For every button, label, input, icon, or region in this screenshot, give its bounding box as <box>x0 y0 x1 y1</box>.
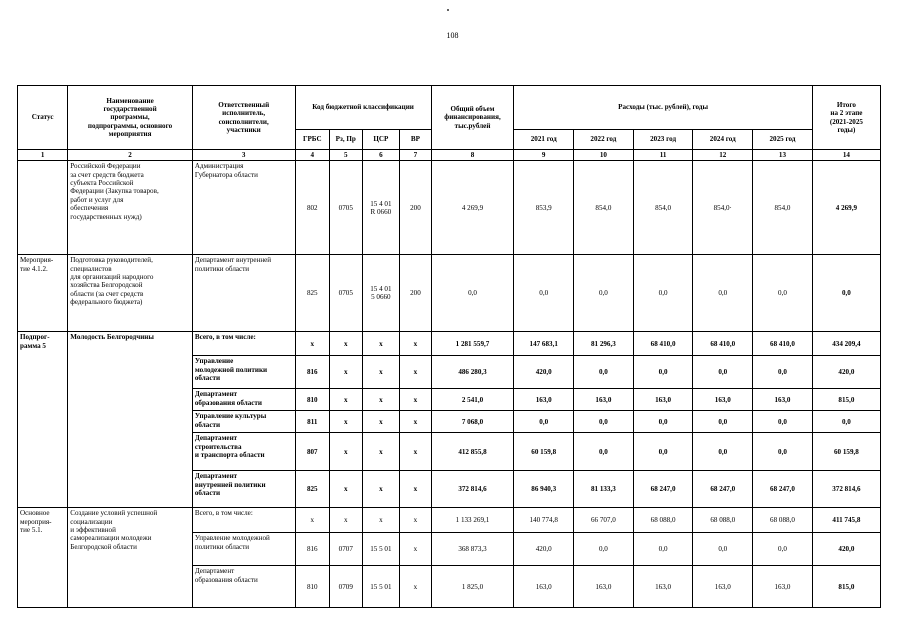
cell-executor: Департамент образования области <box>192 389 295 411</box>
cell-stage-total: 815,0 <box>812 389 880 411</box>
cell-2022: 0,0 <box>574 255 634 332</box>
cell-rzpr: х <box>330 411 362 433</box>
cell-status: Подпрог- рамма 5 <box>18 332 68 508</box>
cell-csr: х <box>362 433 400 471</box>
cell-csr: 15 4 01 R 0660 <box>362 161 400 255</box>
cell-2021: 163,0 <box>514 566 574 608</box>
cell-2023: 854,0 <box>633 161 693 255</box>
column-number: 1 <box>18 150 68 161</box>
cell-2022: 0,0 <box>574 433 634 471</box>
cell-rzpr: х <box>330 356 362 389</box>
page-number: 108 <box>446 31 459 40</box>
cell-2025: 0,0 <box>753 356 813 389</box>
cell-2022: 81 296,3 <box>574 332 634 356</box>
cell-2021: 140 774,8 <box>514 508 574 533</box>
cell-executor: Администрация Губернатора области <box>192 161 295 255</box>
header-stage-total: Итого на 2 этапе (2021-2025 годы) <box>812 86 880 150</box>
cell-2024: 68 088,0 <box>693 508 753 533</box>
cell-name: Подготовка руководителей, специалистов для организаций народного хозяйства Белгородской области (за счет средств федерального бюджета) <box>68 255 193 332</box>
cell-executor: Всего, в том числе: <box>192 332 295 356</box>
cell-2022: 163,0 <box>574 389 634 411</box>
cell-2024: 163,0 <box>693 566 753 608</box>
cell-2022: 0,0 <box>574 411 634 433</box>
cell-2025: 0,0 <box>753 533 813 566</box>
cell-executor: Департамент строительства и транспорта области <box>192 433 295 471</box>
cell-rzpr: х <box>330 433 362 471</box>
cell-2021: 163,0 <box>514 389 574 411</box>
cell-stage-total: 420,0 <box>812 356 880 389</box>
cell-rzpr: х <box>330 332 362 356</box>
cell-csr: 15 5 01 <box>362 533 400 566</box>
cell-2021: 60 159,8 <box>514 433 574 471</box>
cell-grbs: х <box>295 508 330 533</box>
cell-2024: 0,0 <box>693 255 753 332</box>
cell-2023: 0,0 <box>633 433 693 471</box>
cell-csr: х <box>362 356 400 389</box>
cell-executor: Департамент внутренней политики области <box>192 471 295 508</box>
cell-executor: Департамент образования области <box>192 566 295 608</box>
cell-2025: 163,0 <box>753 566 813 608</box>
header-csr: ЦСР <box>362 130 400 150</box>
header-budget-code: Код бюджетной классификации <box>295 86 431 130</box>
cell-grbs: 825 <box>295 471 330 508</box>
scan-speck <box>447 9 449 11</box>
cell-stage-total: 815,0 <box>812 566 880 608</box>
cell-vr: х <box>400 389 431 411</box>
cell-2023: 68 410,0 <box>633 332 693 356</box>
cell-grbs: 816 <box>295 356 330 389</box>
cell-stage-total: 372 814,6 <box>812 471 880 508</box>
cell-2022: 0,0 <box>574 356 634 389</box>
cell-2025: 68 088,0 <box>753 508 813 533</box>
cell-vr: х <box>400 471 431 508</box>
cell-vr: х <box>400 411 431 433</box>
cell-2021: 420,0 <box>514 356 574 389</box>
column-number: 6 <box>362 150 400 161</box>
cell-stage-total: 0,0 <box>812 411 880 433</box>
cell-vr: 200 <box>400 161 431 255</box>
cell-vr: х <box>400 566 431 608</box>
cell-rzpr: 0705 <box>330 255 362 332</box>
header-year-2023: 2023 год <box>633 130 693 150</box>
cell-vr: х <box>400 508 431 533</box>
cell-2024: 0,0 <box>693 411 753 433</box>
cell-2025: 163,0 <box>753 389 813 411</box>
cell-2022: 81 133,3 <box>574 471 634 508</box>
cell-2023: 163,0 <box>633 389 693 411</box>
cell-2022: 854,0 <box>574 161 634 255</box>
cell-total: 2 541,0 <box>431 389 514 411</box>
cell-2021: 0,0 <box>514 255 574 332</box>
column-number: 5 <box>330 150 362 161</box>
cell-grbs: 802 <box>295 161 330 255</box>
column-number: 7 <box>400 150 431 161</box>
table-row <box>18 508 881 533</box>
cell-2021: 86 940,3 <box>514 471 574 508</box>
cell-total: 486 280,3 <box>431 356 514 389</box>
cell-2025: 0,0 <box>753 433 813 471</box>
cell-2024: 68 410,0 <box>693 332 753 356</box>
cell-name: Создание условий успешной социализации и эффективной самореализации молодежи Белгородской области <box>68 508 193 608</box>
cell-stage-total: 60 159,8 <box>812 433 880 471</box>
cell-total: 368 873,3 <box>431 533 514 566</box>
cell-executor: Всего, в том числе: <box>192 508 295 533</box>
cell-total: 412 855,8 <box>431 433 514 471</box>
cell-2023: 0,0 <box>633 533 693 566</box>
cell-csr: 15 5 01 <box>362 566 400 608</box>
column-number: 3 <box>192 150 295 161</box>
cell-2024: 0,0 <box>693 533 753 566</box>
cell-rzpr: х <box>330 471 362 508</box>
column-number: 11 <box>633 150 693 161</box>
column-number: 2 <box>68 150 193 161</box>
cell-rzpr: х <box>330 389 362 411</box>
cell-2024: 854,0· <box>693 161 753 255</box>
cell-csr: х <box>362 471 400 508</box>
cell-2023: 0,0 <box>633 356 693 389</box>
header-rzpr: Рз, Пр <box>330 130 362 150</box>
cell-2025: 0,0 <box>753 255 813 332</box>
cell-grbs: 807 <box>295 433 330 471</box>
cell-name: Молодость Белгородчины <box>68 332 193 508</box>
header-status: Статус <box>18 86 68 150</box>
cell-vr: х <box>400 433 431 471</box>
cell-grbs: 810 <box>295 566 330 608</box>
cell-vr: х <box>400 332 431 356</box>
header-vr: ВР <box>400 130 431 150</box>
cell-csr: х <box>362 332 400 356</box>
cell-stage-total: 0,0 <box>812 255 880 332</box>
header-total-volume: Общий объем финансирования, тыс.рублей <box>431 86 514 150</box>
header-year-2025: 2025 год <box>753 130 813 150</box>
cell-2025: 68 247,0 <box>753 471 813 508</box>
cell-2021: 420,0 <box>514 533 574 566</box>
cell-total: 372 814,6 <box>431 471 514 508</box>
cell-grbs: 810 <box>295 389 330 411</box>
cell-status: Основное мероприя- тие 5.1. <box>18 508 68 608</box>
cell-grbs: 825 <box>295 255 330 332</box>
table-row <box>18 332 881 356</box>
cell-status: Мероприя- тие 4.1.2. <box>18 255 68 332</box>
cell-csr: х <box>362 411 400 433</box>
cell-2024: 0,0 <box>693 356 753 389</box>
cell-total: 7 068,0 <box>431 411 514 433</box>
cell-2023: 0,0 <box>633 255 693 332</box>
header-grbs: ГРБС <box>295 130 330 150</box>
budget-table <box>17 85 881 608</box>
cell-grbs: 816 <box>295 533 330 566</box>
cell-executor: Управление молодежной политики области <box>192 533 295 566</box>
cell-vr: х <box>400 356 431 389</box>
cell-executor: Управление культуры области <box>192 411 295 433</box>
cell-2022: 163,0 <box>574 566 634 608</box>
cell-stage-total: 4 269,9 <box>812 161 880 255</box>
table-row <box>18 161 881 255</box>
table-row <box>18 255 881 332</box>
cell-2021: 853,9 <box>514 161 574 255</box>
cell-grbs: 811 <box>295 411 330 433</box>
column-number: 12 <box>693 150 753 161</box>
cell-2022: 0,0 <box>574 533 634 566</box>
cell-2024: 163,0 <box>693 389 753 411</box>
cell-total: 1 281 559,7 <box>431 332 514 356</box>
column-number-row <box>18 150 881 161</box>
header-name: Наименование государственной программы, подпрограммы, основного мероприятия <box>68 86 193 150</box>
cell-name: Российской Федерации за счет средств бюджета субъекта Российской Федерации (Закупка товаров, работ и услуг для обеспечения государственных нужд) <box>68 161 193 255</box>
column-number: 8 <box>431 150 514 161</box>
cell-total: 4 269,9 <box>431 161 514 255</box>
header-year-2022: 2022 год <box>574 130 634 150</box>
cell-grbs: х <box>295 332 330 356</box>
cell-status <box>18 161 68 255</box>
cell-2022: 66 707,0 <box>574 508 634 533</box>
cell-stage-total: 434 209,4 <box>812 332 880 356</box>
column-number: 4 <box>295 150 330 161</box>
column-number: 9 <box>514 150 574 161</box>
cell-executor: Департамент внутренней политики области <box>192 255 295 332</box>
cell-rzpr: х <box>330 508 362 533</box>
cell-total: 0,0 <box>431 255 514 332</box>
column-number: 10 <box>574 150 634 161</box>
cell-2025: 0,0 <box>753 411 813 433</box>
cell-stage-total: 420,0 <box>812 533 880 566</box>
cell-2023: 68 088,0 <box>633 508 693 533</box>
cell-2025: 854,0 <box>753 161 813 255</box>
cell-csr: х <box>362 508 400 533</box>
column-number: 14 <box>812 150 880 161</box>
header-year-2024: 2024 год <box>693 130 753 150</box>
cell-2021: 147 683,1 <box>514 332 574 356</box>
cell-2023: 0,0 <box>633 411 693 433</box>
cell-2024: 68 247,0 <box>693 471 753 508</box>
cell-2021: 0,0 <box>514 411 574 433</box>
cell-2023: 163,0 <box>633 566 693 608</box>
cell-csr: 15 4 01 5 0660 <box>362 255 400 332</box>
cell-vr: 200 <box>400 255 431 332</box>
cell-stage-total: 411 745,8 <box>812 508 880 533</box>
cell-executor: Управление молодежной политики области <box>192 356 295 389</box>
cell-2024: 0,0 <box>693 433 753 471</box>
cell-total: 1 133 269,1 <box>431 508 514 533</box>
column-number: 13 <box>753 150 813 161</box>
cell-vr: х <box>400 533 431 566</box>
cell-2025: 68 410,0 <box>753 332 813 356</box>
cell-rzpr: 0707 <box>330 533 362 566</box>
header-year-2021: 2021 год <box>514 130 574 150</box>
cell-total: 1 825,0 <box>431 566 514 608</box>
header-expenses: Расходы (тыс. рублей), годы <box>514 86 812 130</box>
cell-rzpr: 0709 <box>330 566 362 608</box>
cell-rzpr: 0705 <box>330 161 362 255</box>
cell-2023: 68 247,0 <box>633 471 693 508</box>
header-executor: Ответственный исполнитель, соисполнители, участники <box>192 86 295 150</box>
cell-csr: х <box>362 389 400 411</box>
